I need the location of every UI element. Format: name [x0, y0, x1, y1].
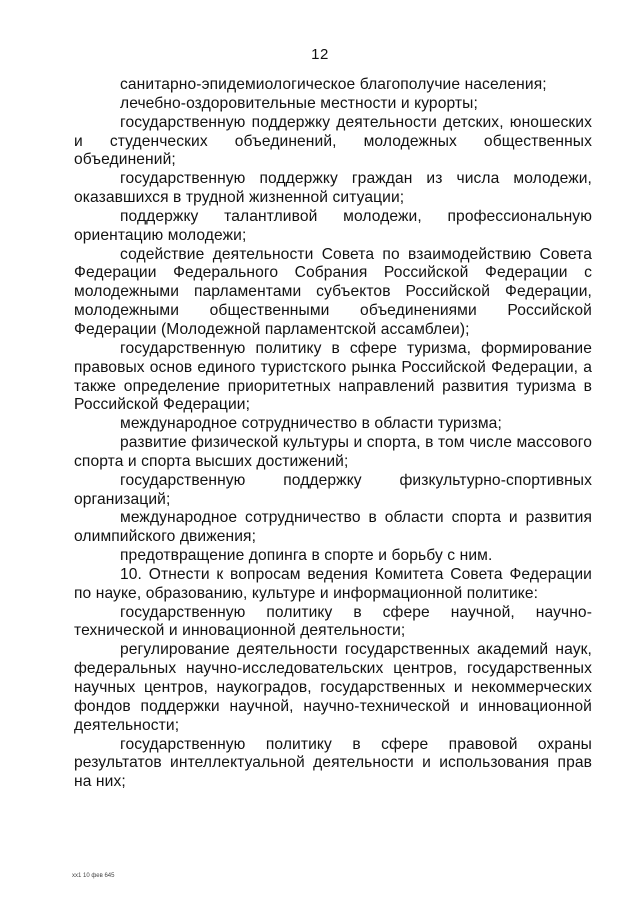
paragraph-tourism-policy: государственную политику в сфере туризма, формирование правовых основ единого туристского рынка Российской Федерации, а также определение приоритетных направлений развития туризма в Российской Федерации; [74, 339, 592, 414]
paragraph-youth-parliaments: содействие деятельности Совета по взаимодействию Совета Федерации Федерального Собрания Российской Федерации с молодежными парламентами субъектов Российской Федерации, молодежными общественными объединениями Российской Федерации (Молодежной парламентской ассамблеи); [74, 245, 592, 338]
paragraph-youth-support: государственную поддержку граждан из числа молодежи, оказавшихся в трудной жизненной ситуации; [74, 170, 592, 207]
page-number: 12 [311, 46, 329, 63]
paragraph-sport-organizations: государственную поддержку физкультурно-спортивных организаций; [74, 471, 592, 508]
paragraph-academies: регулирование деятельности государственных академий наук, федеральных научно-исследовательских центров, государственных научных центров, наукоградов, государственных и некоммерческих фондов поддержки научной, научно-технической и инновационной деятельности; [74, 641, 592, 734]
paragraph-science-policy: государственную политику в сфере научной, научно-технической и инновационной деятельности; [74, 603, 592, 640]
paragraph-sport-development: развитие физической культуры и спорта, в том числе массового спорта и спорта высших достижений; [74, 434, 592, 470]
paragraph-olympic-movement: международное сотрудничество в области спорта и развития олимпийского движения; [74, 509, 592, 546]
paragraph-youth-associations: государственную поддержку деятельности детских, юношеских и студенческих объединений, молодежных общественных объединений; [74, 113, 592, 169]
paragraph-section-10: 10. Отнести к вопросам ведения Комитета Совета Федерации по науке, образованию, культуре и информационной политике: [74, 565, 592, 602]
paragraph-resorts: лечебно-оздоровительные местности и курорты; [120, 94, 478, 112]
paragraph-sanitary: санитарно-эпидемиологическое благополучие населения; [120, 76, 547, 93]
footer-document-code: хх1 10 фев 645 [72, 873, 115, 879]
paragraph-talented-youth: поддержку талантливой молодежи, профессиональную ориентацию молодежи; [74, 207, 592, 244]
paragraph-tourism-cooperation: международное сотрудничество в области туризма; [120, 415, 502, 433]
document-body [74, 76, 592, 792]
paragraph-doping: предотвращение допинга в спорте и борьбу с ним. [120, 547, 493, 565]
paragraph-intellectual-property: государственную политику в сфере правовой охраны результатов интеллектуальной деятельности и использования прав на них; [74, 735, 592, 791]
